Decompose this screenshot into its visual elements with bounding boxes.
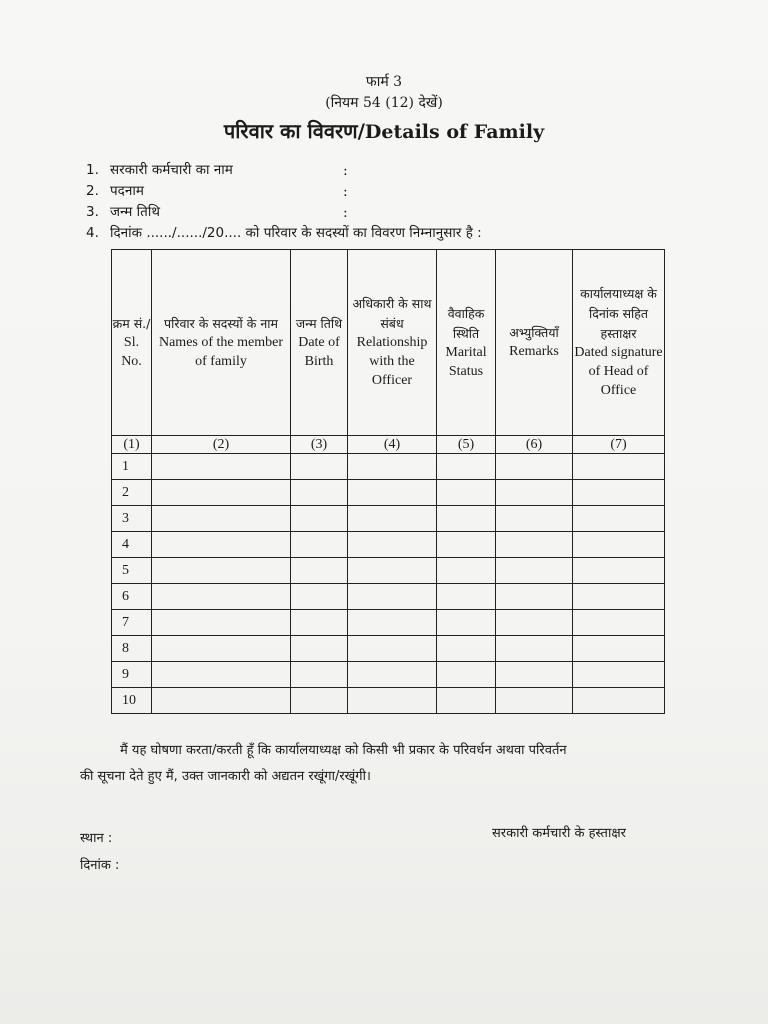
cell-relationship[interactable] <box>348 636 437 662</box>
cell-marital-status[interactable] <box>437 532 496 558</box>
header-english: Relationship with the Officer <box>356 335 428 388</box>
column-number: (5) <box>437 436 496 454</box>
cell-relationship[interactable] <box>348 584 437 610</box>
header-serial-number <box>112 250 152 436</box>
cell-relationship[interactable] <box>348 506 437 532</box>
row-serial: 5 <box>112 558 152 584</box>
table-row <box>112 688 665 714</box>
cell-relationship[interactable] <box>348 532 437 558</box>
field-date-of-birth <box>86 202 160 220</box>
field-number: 1. <box>86 162 99 178</box>
cell-name[interactable] <box>152 610 291 636</box>
declaration-text <box>80 738 680 790</box>
date-label: दिनांक : <box>80 858 120 873</box>
cell-marital-status[interactable] <box>437 506 496 532</box>
header-member-names <box>152 250 291 436</box>
cell-dob[interactable] <box>291 506 348 532</box>
cell-signature[interactable] <box>573 506 665 532</box>
header-english: Sl. No. <box>121 334 142 369</box>
cell-remarks[interactable] <box>496 688 573 714</box>
cell-remarks[interactable] <box>496 532 573 558</box>
cell-remarks[interactable] <box>496 584 573 610</box>
title-english: Details of Family <box>364 121 545 143</box>
page-title <box>0 117 768 144</box>
header-remarks <box>496 250 573 436</box>
cell-relationship[interactable] <box>348 558 437 584</box>
cell-marital-status[interactable] <box>437 584 496 610</box>
cell-name[interactable] <box>152 662 291 688</box>
cell-dob[interactable] <box>291 688 348 714</box>
row-serial: 7 <box>112 610 152 636</box>
table-row <box>112 454 665 480</box>
cell-marital-status[interactable] <box>437 454 496 480</box>
place-label: स्थान : <box>80 831 113 846</box>
cell-dob[interactable] <box>291 662 348 688</box>
cell-signature[interactable] <box>573 584 665 610</box>
field-designation <box>86 181 144 199</box>
column-number: (3) <box>291 436 348 454</box>
cell-name[interactable] <box>152 480 291 506</box>
column-number-row <box>112 436 665 454</box>
header-hindi: परिवार के सदस्यों के नाम <box>164 315 278 331</box>
cell-marital-status[interactable] <box>437 636 496 662</box>
header-date-of-birth <box>291 250 348 436</box>
table-row <box>112 558 665 584</box>
cell-signature[interactable] <box>573 532 665 558</box>
field-colon: : <box>343 205 348 221</box>
header-english: Dated signature of Head of Office <box>574 345 663 398</box>
cell-relationship[interactable] <box>348 688 437 714</box>
field-colon: : <box>343 163 348 179</box>
cell-remarks[interactable] <box>496 558 573 584</box>
cell-name[interactable] <box>152 506 291 532</box>
header-hindi: जन्म तिथि <box>295 315 343 331</box>
header-hindi: कार्यालयाध्यक्ष के दिनांक सहित हस्ताक्षर <box>580 286 657 342</box>
header-relationship <box>348 250 437 436</box>
cell-dob[interactable] <box>291 636 348 662</box>
cell-dob[interactable] <box>291 532 348 558</box>
cell-dob[interactable] <box>291 480 348 506</box>
cell-signature[interactable] <box>573 636 665 662</box>
declaration-line-1: मैं यह घोषणा करता/करती हूँ कि कार्यालयाध्यक्ष को किसी भी प्रकार के परिवर्धन अथवा परिवर्तन <box>120 743 567 758</box>
cell-signature[interactable] <box>573 610 665 636</box>
cell-remarks[interactable] <box>496 506 573 532</box>
cell-relationship[interactable] <box>348 454 437 480</box>
header-hindi: अधिकारी के साथ संबंध <box>352 296 432 332</box>
title-hindi: परिवार का विवरण <box>223 119 358 143</box>
cell-signature[interactable] <box>573 454 665 480</box>
employee-signature-label: सरकारी कर्मचारी के हस्ताक्षर <box>492 826 626 841</box>
cell-name[interactable] <box>152 454 291 480</box>
declaration-line-2: की सूचना देते हुए मैं, उक्त जानकारी को अद्यतन रखूंगा/रखूंगी। <box>80 769 371 784</box>
header-hindi: क्रम सं./ <box>112 315 151 331</box>
title-separator: / <box>357 119 365 143</box>
field-label: पदनाम <box>110 183 144 199</box>
row-serial: 9 <box>112 662 152 688</box>
header-marital-status <box>437 250 496 436</box>
family-details-table <box>111 249 665 714</box>
field-label: सरकारी कर्मचारी का नाम <box>110 162 233 178</box>
cell-marital-status[interactable] <box>437 610 496 636</box>
header-english: Marital Status <box>445 344 487 379</box>
column-number: (4) <box>348 436 437 454</box>
table-row <box>112 506 665 532</box>
table-row <box>112 480 665 506</box>
cell-dob[interactable] <box>291 610 348 636</box>
header-english: Remarks <box>509 344 559 360</box>
cell-dob[interactable] <box>291 558 348 584</box>
cell-marital-status[interactable] <box>437 688 496 714</box>
cell-remarks[interactable] <box>496 454 573 480</box>
cell-remarks[interactable] <box>496 662 573 688</box>
cell-dob[interactable] <box>291 454 348 480</box>
rule-reference: (नियम 54 (12) देखें) <box>325 95 443 111</box>
cell-name[interactable] <box>152 688 291 714</box>
table-row <box>112 610 665 636</box>
cell-marital-status[interactable] <box>437 480 496 506</box>
cell-remarks[interactable] <box>496 610 573 636</box>
cell-remarks[interactable] <box>496 480 573 506</box>
cell-relationship[interactable] <box>348 610 437 636</box>
header-english: Date of Birth <box>298 334 340 369</box>
cell-name[interactable] <box>152 636 291 662</box>
column-number: (6) <box>496 436 573 454</box>
cell-relationship[interactable] <box>348 662 437 688</box>
row-serial: 1 <box>112 454 152 480</box>
cell-remarks[interactable] <box>496 636 573 662</box>
row-serial: 2 <box>112 480 152 506</box>
row-serial: 10 <box>112 688 152 714</box>
column-number: (2) <box>152 436 291 454</box>
row-serial: 3 <box>112 506 152 532</box>
table-row <box>112 662 665 688</box>
cell-signature[interactable] <box>573 558 665 584</box>
row-serial: 8 <box>112 636 152 662</box>
field-number: 4. <box>86 225 99 241</box>
cell-signature[interactable] <box>573 662 665 688</box>
cell-name[interactable] <box>152 558 291 584</box>
field-colon: : <box>343 184 348 200</box>
field-employee-name <box>86 160 233 178</box>
field-label: जन्म तिथि <box>110 204 160 220</box>
cell-name[interactable] <box>152 532 291 558</box>
field-label: दिनांक ....../....../20.... को परिवार के सदस्यों का विवरण निम्नानुसार है : <box>110 225 482 241</box>
header-english: Names of the member of family <box>158 334 283 369</box>
cell-signature[interactable] <box>573 688 665 714</box>
table-header-row <box>112 250 665 436</box>
field-family-date <box>86 223 482 241</box>
cell-dob[interactable] <box>291 584 348 610</box>
header-head-signature <box>573 250 665 436</box>
row-serial: 4 <box>112 532 152 558</box>
cell-signature[interactable] <box>573 480 665 506</box>
table-row <box>112 532 665 558</box>
cell-marital-status[interactable] <box>437 558 496 584</box>
header-hindi: अभ्युक्तियाँ <box>509 325 559 341</box>
column-number: (7) <box>573 436 665 454</box>
column-number: (1) <box>112 436 152 454</box>
table-row <box>112 636 665 662</box>
cell-name[interactable] <box>152 584 291 610</box>
cell-relationship[interactable] <box>348 480 437 506</box>
header-hindi: वैवाहिक स्थिति <box>447 305 485 341</box>
field-number: 2. <box>86 183 99 199</box>
cell-marital-status[interactable] <box>437 662 496 688</box>
table-row <box>112 584 665 610</box>
row-serial: 6 <box>112 584 152 610</box>
form-number: फार्म 3 <box>365 74 403 90</box>
field-number: 3. <box>86 204 99 220</box>
